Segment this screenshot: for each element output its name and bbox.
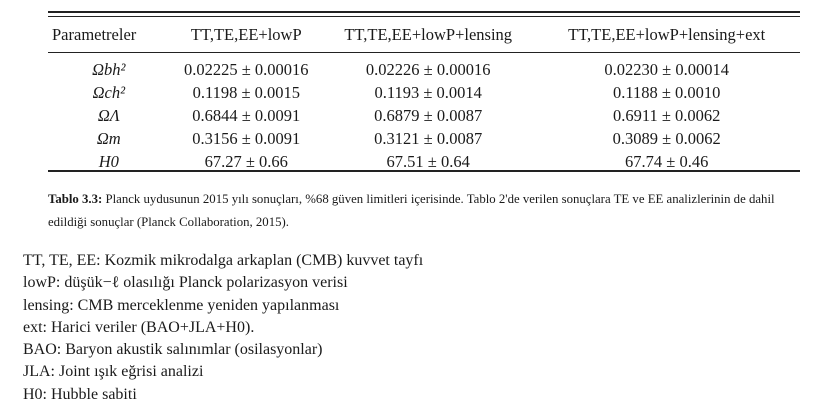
table-row — [48, 104, 800, 127]
caption-label: Tablo 3.3: — [48, 192, 103, 206]
abbreviation-legend — [23, 250, 423, 406]
legend-item: JLA: Joint ışık eğrisi analizi — [23, 363, 204, 381]
param-value: 0.02230 ± 0.00014 — [604, 59, 729, 79]
table-row — [48, 127, 800, 150]
param-value: 67.27 ± 0.66 — [204, 151, 288, 171]
legend-item: ext: Harici veriler (BAO+JLA+H0). — [23, 318, 255, 336]
caption-text: Planck uydusunun 2015 yılı sonuçları, %68 güven limitleri içerisinde. Tablo 2'de verilen sonuçlara TE ve EE analizlerinin de dahil edildiği sonuçlar (Planck Collaboration, 2015). — [48, 192, 775, 229]
param-symbol: Ωm — [96, 128, 121, 148]
planck-parameters-table — [48, 20, 800, 173]
param-value: 0.3089 ± 0.0062 — [612, 128, 721, 148]
header-lensing: TT,TE,EE+lowP+lensing — [344, 25, 513, 44]
legend-item: lensing: CMB merceklenme yeniden yapılanması — [23, 296, 340, 314]
header-lensing-ext: TT,TE,EE+lowP+lensing+ext — [568, 25, 766, 44]
table-row — [48, 150, 800, 173]
table-row — [48, 81, 800, 104]
param-value: 0.02226 ± 0.00016 — [365, 59, 491, 79]
param-value: 67.74 ± 0.46 — [625, 151, 709, 171]
table-header-row — [48, 20, 800, 50]
param-value: 0.6879 ± 0.0087 — [374, 105, 483, 125]
param-symbol: H0 — [98, 151, 119, 171]
table-row — [48, 50, 800, 81]
legend-item: H0: Hubble sabiti — [23, 385, 137, 403]
legend-item: TT, TE, EE: Kozmik mikrodalga arkaplan (CMB) kuvvet tayfı — [23, 252, 424, 269]
param-symbol: Ωch² — [92, 82, 126, 102]
param-symbol: ΩΛ — [97, 105, 120, 125]
param-value: 0.1193 ± 0.0014 — [374, 82, 482, 102]
param-symbol: Ωbh² — [92, 59, 126, 79]
param-value: 0.6911 ± 0.0062 — [612, 105, 721, 125]
param-value: 0.1188 ± 0.0010 — [612, 82, 721, 102]
param-value: 0.1198 ± 0.0015 — [192, 82, 301, 102]
param-value: 0.02225 ± 0.00016 — [184, 59, 309, 79]
table-top-rule-thin — [48, 16, 800, 17]
header-tt-te-ee-lowp: TT,TE,EE+lowP — [190, 25, 302, 44]
param-value: 0.3121 ± 0.0087 — [374, 128, 483, 148]
param-value: 0.6844 ± 0.0091 — [192, 105, 301, 125]
param-value: 67.51 ± 0.64 — [386, 151, 470, 171]
table-caption — [48, 188, 778, 234]
table-top-rule — [48, 11, 800, 13]
param-value: 0.3156 ± 0.0091 — [192, 128, 301, 148]
legend-item: lowP: düşük−ℓ olasılığı Planck polarizasyon verisi — [23, 274, 348, 292]
header-parametreler: Parametreler — [52, 25, 137, 44]
legend-item: BAO: Baryon akustik salınımlar (osilasyonlar) — [23, 341, 323, 359]
